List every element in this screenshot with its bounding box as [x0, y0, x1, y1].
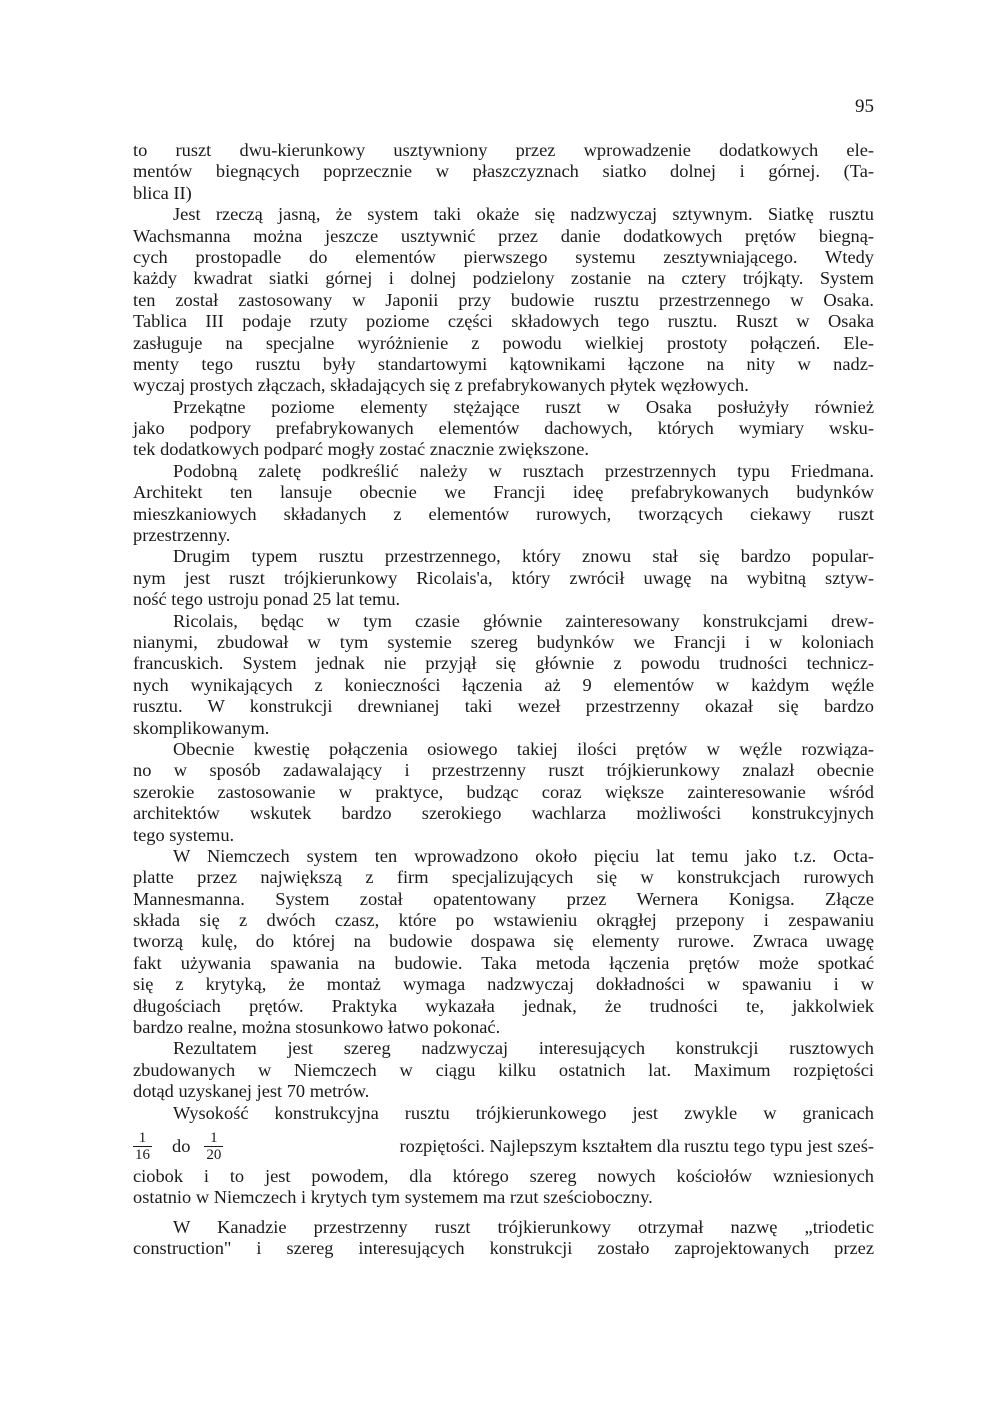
fraction-numerator: 1 [133, 1131, 152, 1147]
text-line: platte przez największą z firm specjalizujących się w konstrukcjach rurowych [133, 867, 874, 888]
text-line: dotąd uzyskanej jest 70 metrów. [133, 1081, 370, 1102]
text-line: bardzo realne, można stosunkowo łatwo pokonać. [133, 1017, 501, 1038]
text-line: Mannesmanna. System został opatentowany przez Wernera Konigsa. Złącze [133, 888, 874, 909]
fraction-denominator: 20 [206, 1146, 222, 1163]
paragraph [133, 739, 874, 846]
text-line: cych prostopadle do elementów pierwszego systemu zesztywniającego. Wtedy [133, 246, 874, 267]
text-line: blica II) [133, 182, 192, 203]
text-line: mieszkaniowych składanych z elementów rurowych, tworzących ciekawy ruszt [133, 503, 874, 524]
paragraph [133, 140, 874, 204]
text-line: tworzą kulę, do której na budowie dospawa się elementy rurowe. Zwraca uwagę [133, 931, 874, 952]
fraction-line [133, 1128, 874, 1166]
text-line: Ricolais, będąc w tym czasie głównie zainteresowany konstrukcjami drew- [173, 610, 874, 631]
text-line: rusztu. W konstrukcji drewnianej taki wezeł przestrzenny okazał się bardzo [133, 696, 874, 717]
text-line: Drugim typem rusztu przestrzennego, który znowu stał się bardzo popular- [173, 546, 874, 567]
fraction-range [133, 1131, 229, 1163]
text-line: skomplikowanym. [133, 717, 270, 738]
text-line: ciobok i to jest powodem, dla którego szereg nowych kościołów wzniesionych [133, 1165, 874, 1186]
paragraph [133, 397, 874, 461]
paragraph-construction-height [133, 1103, 874, 1209]
text-line: każdy kwadrat siatki górnej i dolnej podzielony zostanie na cztery trójkąty. System [133, 268, 874, 289]
text-line: wyczaj prostych złączach, składających się z prefabrykowanych płytek węzłowych. [133, 375, 749, 396]
body-text [133, 140, 874, 1260]
text-line: długościach prętów. Praktyka wykazała jednak, że trudności te, jakkolwiek [133, 995, 874, 1016]
fraction-one-sixteenth [133, 1131, 152, 1163]
text-line: francuskich. System jednak nie przyjął się głównie z powodu trudności technicz- [133, 653, 874, 674]
text-line: nych wynikających z konieczności łączenia aż 9 elementów w każdym węźle [133, 674, 874, 695]
paragraph [133, 204, 874, 397]
text-line: Wysokość konstrukcyjna rusztu trójkierunkowego jest zwykle w granicach [173, 1102, 874, 1123]
fraction-denominator: 16 [135, 1146, 150, 1163]
text-line: Przekątne poziome elementy stężające ruszt w Osaka posłużyły również [173, 396, 874, 417]
paragraph [133, 846, 874, 1039]
text-line: ostatnio w Niemczech i krytych tym systemem ma rzut sześcioboczny. [133, 1187, 653, 1208]
text-line: W Niemczech system ten wprowadzono około pięciu lat temu jako t.z. Octa- [173, 845, 874, 866]
text-after-fractions: rozpiętości. Najlepszym kształtem dla rusztu tego typu jest sześ- [399, 1136, 874, 1157]
paragraph-canada [133, 1217, 874, 1260]
fraction-one-twentieth [204, 1131, 223, 1163]
text-line: menty tego rusztu były standartowymi kątownikami łączone na nity w nadz- [133, 353, 874, 374]
paragraphs-container [133, 140, 874, 1103]
text-line: nym jest ruszt trójkierunkowy Ricolais'a, który zwrócił uwagę na wybitną sztyw- [133, 567, 874, 588]
text-line: Tablica III podaje rzuty poziome części składowych tego rusztu. Ruszt w Osaka [133, 311, 874, 332]
fraction-between-word: do [172, 1136, 191, 1157]
text-line: się z krytyką, że montaż wymaga nadzwyczaj dokładności w spawaniu i w [133, 974, 874, 995]
text-line: tek dodatkowych podparć mogły zostać znacznie zwiększone. [133, 439, 590, 460]
text-line: W Kanadzie przestrzenny ruszt trójkierunkowy otrzymał nazwę „triodetic [173, 1216, 874, 1237]
text-line: składa się z dwóch czasz, które po wstawieniu okrągłej przepony i zespawaniu [133, 910, 874, 931]
text-line: Architekt ten lansuje obecnie we Francji ideę prefabrykowanych budynków [133, 482, 874, 503]
page-number: 95 [855, 96, 874, 117]
fraction-numerator: 1 [204, 1131, 223, 1147]
text-line: to ruszt dwu-kierunkowy usztywniony przez wprowadzenie dodatkowych ele- [133, 140, 874, 160]
text-line: fakt używania spawania na budowie. Taka metoda łączenia prętów może spotkać [133, 952, 874, 973]
text-line: tego systemu. [133, 824, 235, 845]
text-line: construction" i szereg interesujących konstrukcji zostało zaprojektowanych przez [133, 1238, 874, 1259]
paragraph [133, 546, 874, 610]
paragraph [133, 461, 874, 547]
paragraph [133, 611, 874, 739]
text-line: zbudowanych w Niemczech w ciągu kilku ostatnich lat. Maximum rozpiętości [133, 1059, 874, 1080]
text-line: przestrzenny. [133, 525, 231, 546]
text-line: ność tego ustroju ponad 25 lat temu. [133, 589, 401, 610]
text-line: Obecnie kwestię połączenia osiowego takiej ilości prętów w węźle rozwiąza- [173, 738, 874, 759]
text-line: szerokie zastosowanie w praktyce, budząc coraz większe zainteresowanie wśród [133, 781, 874, 802]
text-line: mentów biegnących poprzecznie w płaszczyznach siatko dolnej i górnej. (Ta- [133, 161, 874, 182]
text-line: nianymi, zbudował w tym systemie szereg budynków we Francji i w koloniach [133, 631, 874, 652]
text-line: Rezultatem jest szereg nadzwyczaj interesujących konstrukcji rusztowych [173, 1038, 874, 1059]
paragraph [133, 1038, 874, 1102]
text-line: zasługuje na specjalne wyróżnienie z powodu wielkiej prostoty połączeń. Ele- [133, 332, 874, 353]
text-line: Podobną zaletę podkreślić należy w rusztach przestrzennych typu Friedmana. [173, 460, 874, 481]
text-line: architektów wskutek bardzo szerokiego wachlarza możliwości konstrukcyjnych [133, 803, 874, 824]
text-line: no w sposób zadawalający i przestrzenny ruszt trójkierunkowy znalazł obecnie [133, 760, 874, 781]
text-line: jako podpory prefabrykowanych elementów dachowych, których wymiary wsku- [133, 418, 874, 439]
text-line: Wachsmanna można jeszcze usztywnić przez danie dodatkowych prętów biegną- [133, 225, 874, 246]
text-line: ten został zastosowany w Japonii przy budowie rusztu przestrzennego w Osaka. [133, 289, 874, 310]
text-line: Jest rzeczą jasną, że system taki okaże się nadzwyczaj sztywnym. Siatkę rusztu [173, 204, 874, 225]
